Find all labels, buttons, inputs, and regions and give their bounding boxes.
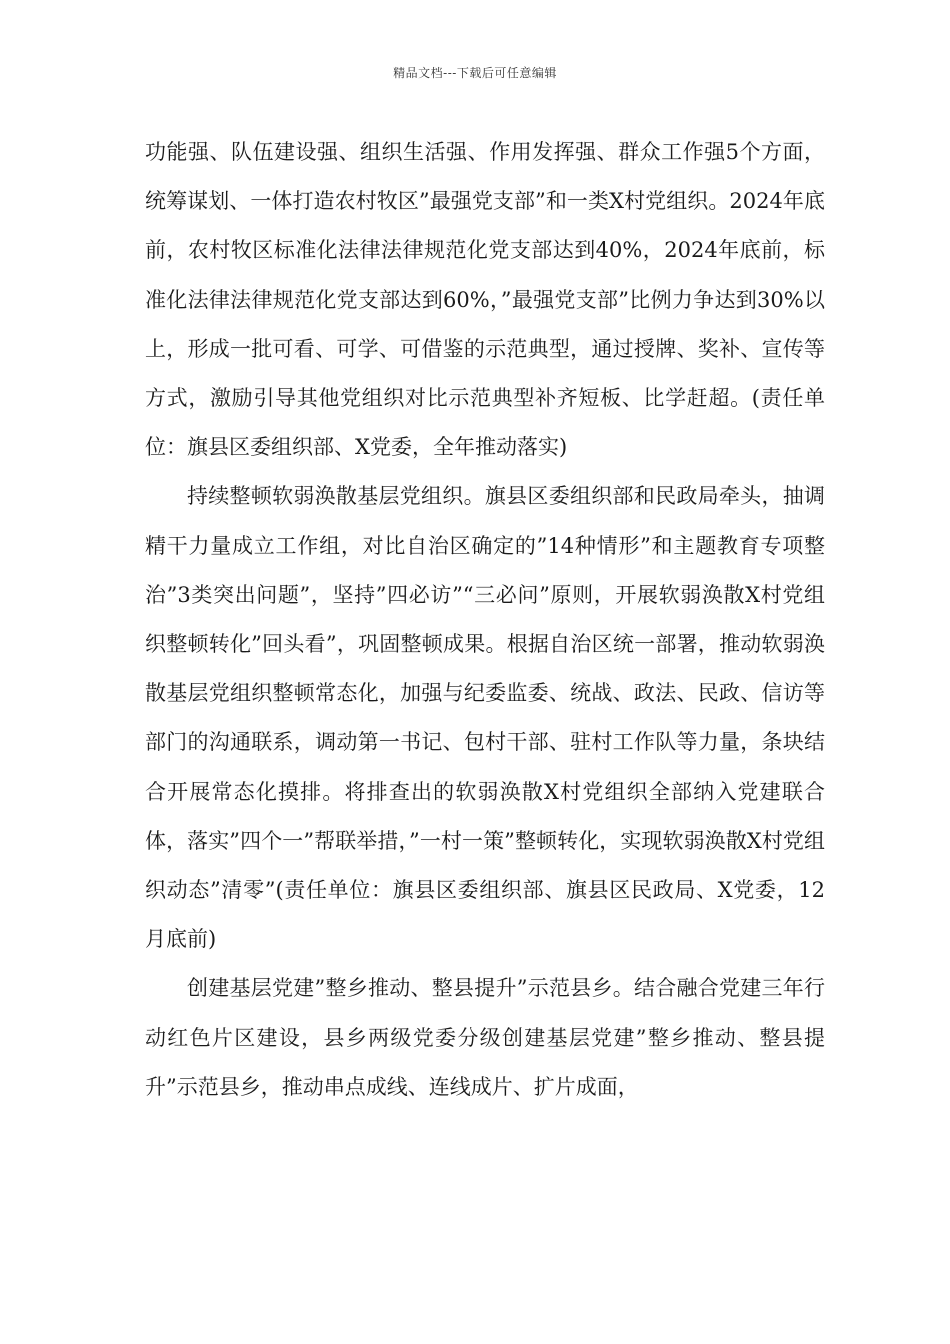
paragraph-1: 功能强、队伍建设强、组织生活强、作用发挥强、群众工作强5个方面，统筹谋划、一体打造农村牧区”最强党支部”和一类X村党组织。2024年底前，农村牧区标准化法律法律规范化党支部达到40%，2024年底前，标准化法律法律规范化党支部达到60%，”最强党支部”比例力争达到30%以上，形成一批可看、可学、可借鉴的示范典型，通过授牌、奖补、宣传等方式，激励引导其他党组织对比示范典型补齐短板、比学赶超。(责任单位：旗县区委组织部、X党委，全年推动落实)	[145, 140, 825, 460]
document-body	[145, 128, 825, 1112]
paragraph-2: 持续整顿软弱涣散基层党组织。旗县区委组织部和民政局牵头，抽调精干力量成立工作组，对比自治区确定的”14种情形”和主题教育专项整治”3类突出问题”，坚持”四必访”“三必问”原则，开展软弱涣散X村党组织整顿转化”回头看”，巩固整顿成果。根据自治区统一部署，推动软弱涣散基层党组织整顿常态化，加强与纪委监委、统战、政法、民政、信访等部门的沟通联系，调动第一书记、包村干部、驻村工作队等力量，条块结合开展常态化摸排。将排查出的软弱涣散X村党组织全部纳入党建联合体，落实”四个一”帮联举措，”一村一策”整顿转化，实现软弱涣散X村党组织动态”清零”(责任单位：旗县区委组织部、旗县区民政局、X党委，12月底前)	[145, 484, 825, 952]
page-header: 精品文档---下载后可任意编辑	[393, 66, 557, 80]
paragraph-3: 创建基层党建”整乡推动、整县提升”示范县乡。结合融合党建三年行动红色片区建设，县乡两级党委分级创建基层党建”整乡推动、整县提升”示范县乡，推动串点成线、连线成片、扩片成面，	[145, 976, 825, 1099]
